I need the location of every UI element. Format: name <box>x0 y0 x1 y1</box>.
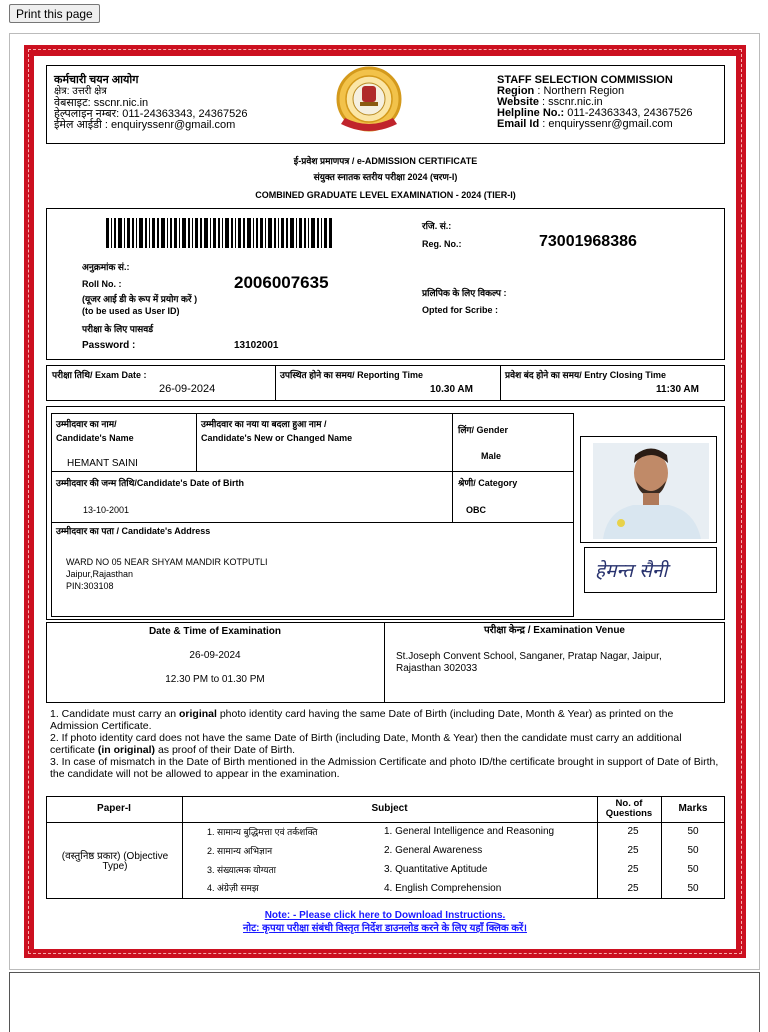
scribe-hindi: प्रलिपिक के लिए विकल्प : <box>422 288 507 298</box>
ssc-emblem-icon <box>327 66 412 138</box>
subject-header-divider <box>46 822 725 823</box>
email-hindi: ईमेल आईडी : enquiryssenr@gmail.com <box>54 119 236 131</box>
download-instructions-link[interactable]: Note: - Please click here to Download Instructions. <box>264 910 506 921</box>
website-value: : sscnr.nic.in <box>538 96 603 108</box>
address-line-3: PIN:303108 <box>66 581 114 591</box>
exam-dt-label: Date & Time of Examination <box>148 626 282 637</box>
venue-line-2: Rajasthan 302033 <box>396 663 478 674</box>
paper-type: (वस्तुनिष्ठ प्रकार) (Objective Type) <box>61 851 169 872</box>
col-marks: Marks <box>678 803 708 814</box>
print-button[interactable]: Print this page <box>9 4 100 23</box>
region-label: Region <box>497 85 535 97</box>
reg-number: 73001968386 <box>539 233 637 250</box>
org-english: STAFF SELECTION COMMISSION <box>497 74 673 86</box>
subject-hi-2: 2. सामान्य अभिज्ञान <box>207 846 273 856</box>
marks-1: 50 <box>687 826 699 837</box>
scribe-label: Opted for Scribe : <box>422 305 499 315</box>
new-name-label: Candidate's New or Changed Name <box>201 433 353 443</box>
address-line-1: WARD NO 05 NEAR SHYAM MANDIR KOTPUTLI <box>66 557 268 567</box>
note-hindi-row <box>34 923 736 935</box>
col-paper: Paper-I <box>97 803 131 814</box>
questions-4: 25 <box>627 883 639 894</box>
col-subject: Subject <box>371 803 408 814</box>
exam-dt-time: 12.30 PM to 01.30 PM <box>165 674 265 685</box>
email-value: : enquiryssenr@gmail.com <box>539 118 673 130</box>
instruction-3: 3. In case of mismatch in the Date of Birth mentioned in the Admission Certificate and photo ID/the certificate brought in support of Date of Birth, the candidate will not be allowed to appear in the examination. <box>50 756 719 780</box>
col-questions: No. of Questions <box>605 798 653 819</box>
userid-english: (to be used as User ID) <box>82 306 180 316</box>
subject-en-3: 3. Quantitative Aptitude <box>384 864 488 875</box>
userid-hindi: (यूजर आई डी के रूप में प्रयोग करें ) <box>82 294 198 304</box>
title-line-3: COMBINED GRADUATE LEVEL EXAMINATION - 2024 (TIER-I) <box>255 190 516 200</box>
instruction-2-text-b: as proof of their Date of Birth. <box>155 744 296 756</box>
instruction-1-text-a: 1. Candidate must carry an <box>50 708 179 720</box>
roll-label: Roll No. : <box>82 279 122 289</box>
barcode-icon <box>106 218 332 248</box>
org-hindi: कर्मचारी चयन आयोग <box>54 74 139 86</box>
cand-row-divider-1 <box>51 471 574 472</box>
instruction-1-bold: original <box>178 708 217 720</box>
title-line-2: संयुक्त स्नातक स्तरीय परीक्षा 2024 (चरण-I) <box>313 172 458 182</box>
subject-hi-3: 3. संख्यात्मक योग्यता <box>207 865 276 875</box>
roll-hindi: अनुक्रमांक सं.: <box>82 262 130 272</box>
barcode <box>106 218 332 248</box>
address-line-2: Jaipur,Rajasthan <box>66 569 134 579</box>
region-hindi: क्षेत्र: उत्तरी क्षेत्र <box>54 86 107 97</box>
subject-hi-4: 4. अंग्रेज़ी समझ <box>207 883 259 893</box>
subject-en-1: 1. General Intelligence and Reasoning <box>384 826 555 837</box>
ssc-logo <box>327 66 412 138</box>
subject-en-4: 4. English Comprehension <box>384 883 502 894</box>
category-label: श्रेणी/ Category <box>458 478 518 488</box>
timing-divider-1 <box>275 365 276 401</box>
candidate-photo <box>593 443 709 539</box>
reporting-time-value: 10.30 AM <box>430 384 473 395</box>
closing-time-label: प्रवेश बंद होने का समय/ Entry Closing Time <box>505 370 667 380</box>
candidate-signature: हेमन्त सैनी <box>595 560 668 582</box>
admission-certificate <box>34 56 736 949</box>
email-english <box>497 118 673 131</box>
candidate-name-value: HEMANT SAINI <box>67 458 138 469</box>
website-hindi: वेबसाइट: sscnr.nic.in <box>54 97 149 109</box>
subject-en-2: 2. General Awareness <box>384 845 483 856</box>
instruction-1 <box>50 708 722 732</box>
website-label: Website <box>497 96 539 108</box>
exam-date-value: 26-09-2024 <box>159 383 216 395</box>
reg-hindi: रजि. सं.: <box>422 221 452 231</box>
subject-hi-1: 1. सामान्य बुद्धिमत्ता एवं तर्कशक्ति <box>207 827 318 837</box>
candidate-name-hindi: उम्मीदवार का नाम/ <box>56 419 117 429</box>
new-name-hindi: उम्मीदवार का नया या बदला हुआ नाम / <box>201 419 327 429</box>
helpline-hindi: हेल्पलाइन नम्बर: 011-24363343, 24367526 <box>54 108 248 120</box>
instruction-2 <box>50 732 722 756</box>
venue-line-1: St.Joseph Convent School, Sanganer, Pratap Nagar, Jaipur, <box>396 651 662 662</box>
gender-value: Male <box>481 451 502 461</box>
marks-2: 50 <box>687 845 699 856</box>
gender-label: लिंग/ Gender <box>458 425 509 435</box>
candidate-photo-icon <box>593 443 709 539</box>
reg-label: Reg. No.: <box>422 239 462 249</box>
instruction-1-text-b: photo identity card having the same Date of Birth (including Date, Month & Year) as printed on the Admission Certificate. <box>50 708 674 732</box>
instruction-2-bold: (in original) <box>97 744 156 756</box>
exam-date-label: परीक्षा तिथि/ Exam Date : <box>52 370 147 380</box>
password-value: 13102001 <box>234 340 279 351</box>
cand-row-divider-2 <box>51 522 574 523</box>
cand-divider-1 <box>196 413 197 471</box>
password-label: Password : <box>82 340 136 351</box>
candidate-name-label: Candidate's Name <box>56 433 134 443</box>
marks-3: 50 <box>687 864 699 875</box>
password-hindi: परीक्षा के लिए पासवर्ड <box>82 324 154 334</box>
dob-label: उम्मीदवार की जन्म तिथि/Candidate's Date of Birth <box>56 478 244 488</box>
exam-dt-date: 26-09-2024 <box>189 650 241 661</box>
reporting-time-label: उपस्थित होने का समय/ Reporting Time <box>280 370 423 380</box>
note-english-row <box>34 910 736 922</box>
questions-2: 25 <box>627 845 639 856</box>
timing-divider-2 <box>500 365 501 401</box>
marks-4: 50 <box>687 883 699 894</box>
venue-label: परीक्षा केन्द्र / Examination Venue <box>483 625 625 636</box>
cand-divider-2 <box>452 413 453 522</box>
download-instructions-link-hindi[interactable]: नोट: कृपया परीक्षा संबंधी विस्तृत निर्देश डाउनलोड करने के लिए यहाँ क्लिक करें। <box>243 923 527 934</box>
closing-time-value: 11:30 AM <box>656 384 699 395</box>
email-label: Email Id <box>497 118 540 130</box>
address-label: उम्मीदवार का पता / Candidate's Address <box>56 526 211 536</box>
instruction-2-text-a: 2. If photo identity card does not have the same Date of Birth (including Date, Month & Year) then the candidate must carry an additional certificate <box>50 732 682 756</box>
bottom-frame <box>9 972 760 1032</box>
roll-number: 2006007635 <box>234 273 329 292</box>
questions-3: 25 <box>627 864 639 875</box>
title-line-1: ई-प्रवेश प्रमाणपत्र / e-ADMISSION CERTIFICATE <box>293 156 478 166</box>
helpline-value: 011-24363343, 24367526 <box>564 107 693 119</box>
category-value: OBC <box>466 505 486 515</box>
questions-1: 25 <box>627 826 639 837</box>
region-value: : Northern Region <box>534 85 625 97</box>
dob-value: 13-10-2001 <box>83 505 130 515</box>
helpline-label: Helpline No.: <box>497 107 565 119</box>
